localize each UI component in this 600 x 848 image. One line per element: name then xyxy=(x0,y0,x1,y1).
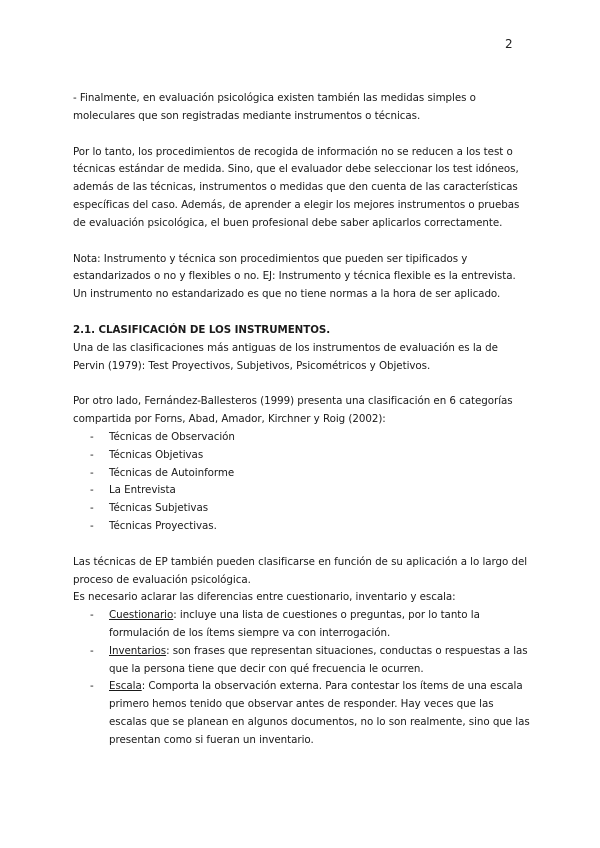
definition-term: Cuestionario xyxy=(109,609,174,622)
definition-escala xyxy=(73,678,531,749)
definition-text: : Comporta la observación externa. Para contestar los ítems de una escala primero hemos tenido que observar antes de responder. Hay veces que las escalas que se planean en algunos documentos, no lo son realmente, sino que las presentan como si fueran un inventario. xyxy=(109,680,530,746)
definition-inventarios xyxy=(73,643,531,679)
paragraph-application: Las técnicas de EP también pueden clasificarse en función de su aplicación a lo largo del proceso de evaluación psicológica. xyxy=(73,555,528,586)
list-item: - Técnicas Objetivas xyxy=(73,447,531,465)
page-content xyxy=(73,90,531,750)
definition-text: : incluye una lista de cuestiones o preguntas, por lo tanto la formulación de los ítems siempre va con interrogación. xyxy=(109,609,480,639)
list-item: - Técnicas Proyectivas. xyxy=(73,518,531,536)
section-heading: 2.1. CLASIFICACIÓN DE LOS INSTRUMENTOS. xyxy=(73,323,331,336)
list-item: - Técnicas de Autoinforme xyxy=(73,465,531,483)
page-number: 2 xyxy=(505,37,513,51)
paragraph-procedures: Por lo tanto, los procedimientos de recogida de información no se reducen a los test o técnicas estándar de medida. Sino, que el evaluador debe seleccionar los test idóneos, además de las técnicas, instrumentos o medidas que den cuenta de las características específicas del caso. Además, de aprender a elegir los mejores instrumentos o pruebas de evaluación psicológica, el buen profesional debe saber aplicarlos correctamente. xyxy=(73,145,520,229)
list-item: - Técnicas Subjetivas xyxy=(73,500,531,518)
definitions-list xyxy=(73,607,531,749)
paragraph-fernandez: Por otro lado, Fernández-Ballesteros (1999) presenta una clasificación en 6 categorías compartida por Forns, Abad, Amador, Kirchner y Roig (2002): xyxy=(73,395,513,426)
definition-term: Inventarios xyxy=(109,644,167,657)
definition-text: : son frases que representan situaciones, conductas o respuestas a las que la persona tiene que decir con qué frecuencia le ocurren. xyxy=(109,644,528,675)
paragraph-measures: - Finalmente, en evaluación psicológica existen también las medidas simples o moleculares que son registradas mediante instrumentos o técnicas. xyxy=(73,92,476,122)
definition-term: Escala xyxy=(109,680,142,693)
definition-cuestionario xyxy=(73,607,531,643)
paragraph-differences: Es necesario aclarar las diferencias entre cuestionario, inventario y escala: xyxy=(73,591,456,604)
list-item: - La Entrevista xyxy=(73,482,531,500)
paragraph-pervin: Una de las clasificaciones más antiguas de los instrumentos de evaluación es la de Pervin (1979): Test Proyectivos, Subjetivos, Psicométricos y Objetivos. xyxy=(73,341,498,372)
list-item: - Técnicas de Observación xyxy=(73,429,531,447)
paragraph-note: Nota: Instrumento y técnica son procedimientos que pueden ser tipificados y estandarizados o no y flexibles o no. EJ: Instrumento y técnica flexible es la entrevista. Un instrumento no estandarizado es que no tiene normas a la hora de ser aplicado. xyxy=(73,252,516,301)
categories-list xyxy=(73,429,531,536)
